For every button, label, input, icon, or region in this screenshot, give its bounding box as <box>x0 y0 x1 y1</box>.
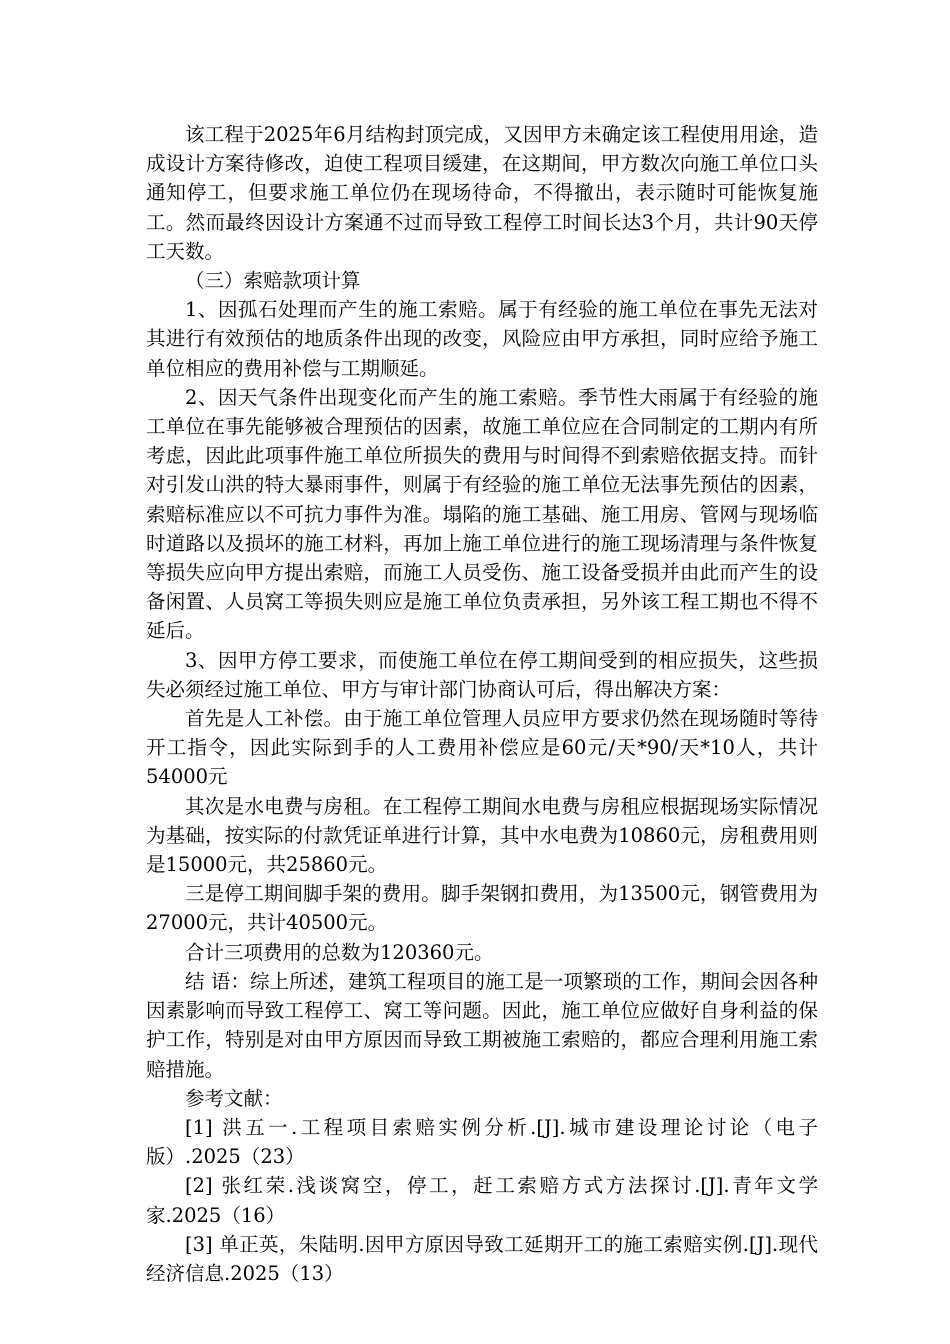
paragraph-utilities-rent: 其次是水电费与房租。在工程停工期间水电费与房租应根据现场实际情况为基础，按实际的付款凭证单进行计算，其中水电费为10860元，房租费用则是15000元，共25860元。 <box>146 794 818 877</box>
paragraph-conclusion: 结 语：综上所述，建筑工程项目的施工是一项繁琐的工作，期间会因各种因素影响而导致工程停工、窝工等问题。因此，施工单位应做好自身利益的保护工作，特别是对由甲方原因而导致工期被施工索赔的，都应合理利用施工索赔措施。 <box>146 969 818 1081</box>
section-heading-claim-calculation: （三）索赔款项计算 <box>185 269 361 293</box>
paragraph-scaffolding: 三是停工期间脚手架的费用。脚手架钢扣费用，为13500元，钢管费用为27000元，共计40500元。 <box>146 882 818 935</box>
paragraph-work-stoppage: 该工程于2025年6月结构封顶完成，又因甲方未确定该工程使用用途，造成设计方案待修改，迫使工程项目缓建，在这期间，甲方数次向施工单位口头通知停工，但要求施工单位仍在现场待命，不得撤出，表示随时可能恢复施工。然而最终因设计方案通不过而导致工程停工时间长达3个月，共计90天停工天数。 <box>146 123 818 263</box>
paragraph-claim-stoppage: 3、因甲方停工要求，而使施工单位在停工期间受到的相应损失，这些损失必须经过施工单位、甲方与审计部门协商认可后，得出解决方案： <box>146 648 818 701</box>
references-heading: 参考文献： <box>185 1086 283 1110</box>
paragraph-labor-compensation: 首先是人工补偿。由于施工单位管理人员应甲方要求仍然在现场随时等待开工指令，因此实际到手的人工费用补偿应是60元/天*90/天*10人，共计54000元 <box>146 707 818 789</box>
document-body <box>146 120 818 1288</box>
reference-item-2: [2] 张红荣.浅谈窝空，停工，赶工索赔方式方法探讨.[J].青年文学家.2025（16） <box>146 1174 818 1227</box>
paragraph-total: 合计三项费用的总数为120360元。 <box>185 940 494 964</box>
paragraph-claim-weather: 2、因天气条件出现变化而产生的施工索赔。季节性大雨属于有经验的施工单位在事先能够被合理预估的因素，故施工单位应在合同制定的工期内有所考虑，因此此项事件施工单位所损失的费用与时间得不到索赔依据支持。而针对引发山洪的特大暴雨事件，则属于有经验的施工单位无法事先预估的因素，索赔标准应以不可抗力事件为准。塌陷的施工基础、施工用房、管网与现场临时道路以及损坏的施工材料，再加上施工单位进行的施工现场清理与条件恢复等损失应向甲方提出索赔，而施工人员受伤、施工设备受损并由此而产生的设备闲置、人员窝工等损失则应是施工单位负责承担，另外该工程工期也不得不延后。 <box>146 385 818 643</box>
paragraph-claim-boulder: 1、因孤石处理而产生的施工索赔。属于有经验的施工单位在事先无法对其进行有效预估的地质条件出现的改变，风险应由甲方承担，同时应给予施工单位相应的费用补偿与工期顺延。 <box>146 298 818 380</box>
reference-item-3: [3] 单正英，朱陆明.因甲方原因导致工延期开工的施工索赔实例.[J].现代经济信息.2025（13） <box>146 1232 818 1285</box>
reference-item-1: [1] 洪五一.工程项目索赔实例分析.[J].城市建设理论讨论（电子版）.2025（23） <box>146 1115 818 1169</box>
